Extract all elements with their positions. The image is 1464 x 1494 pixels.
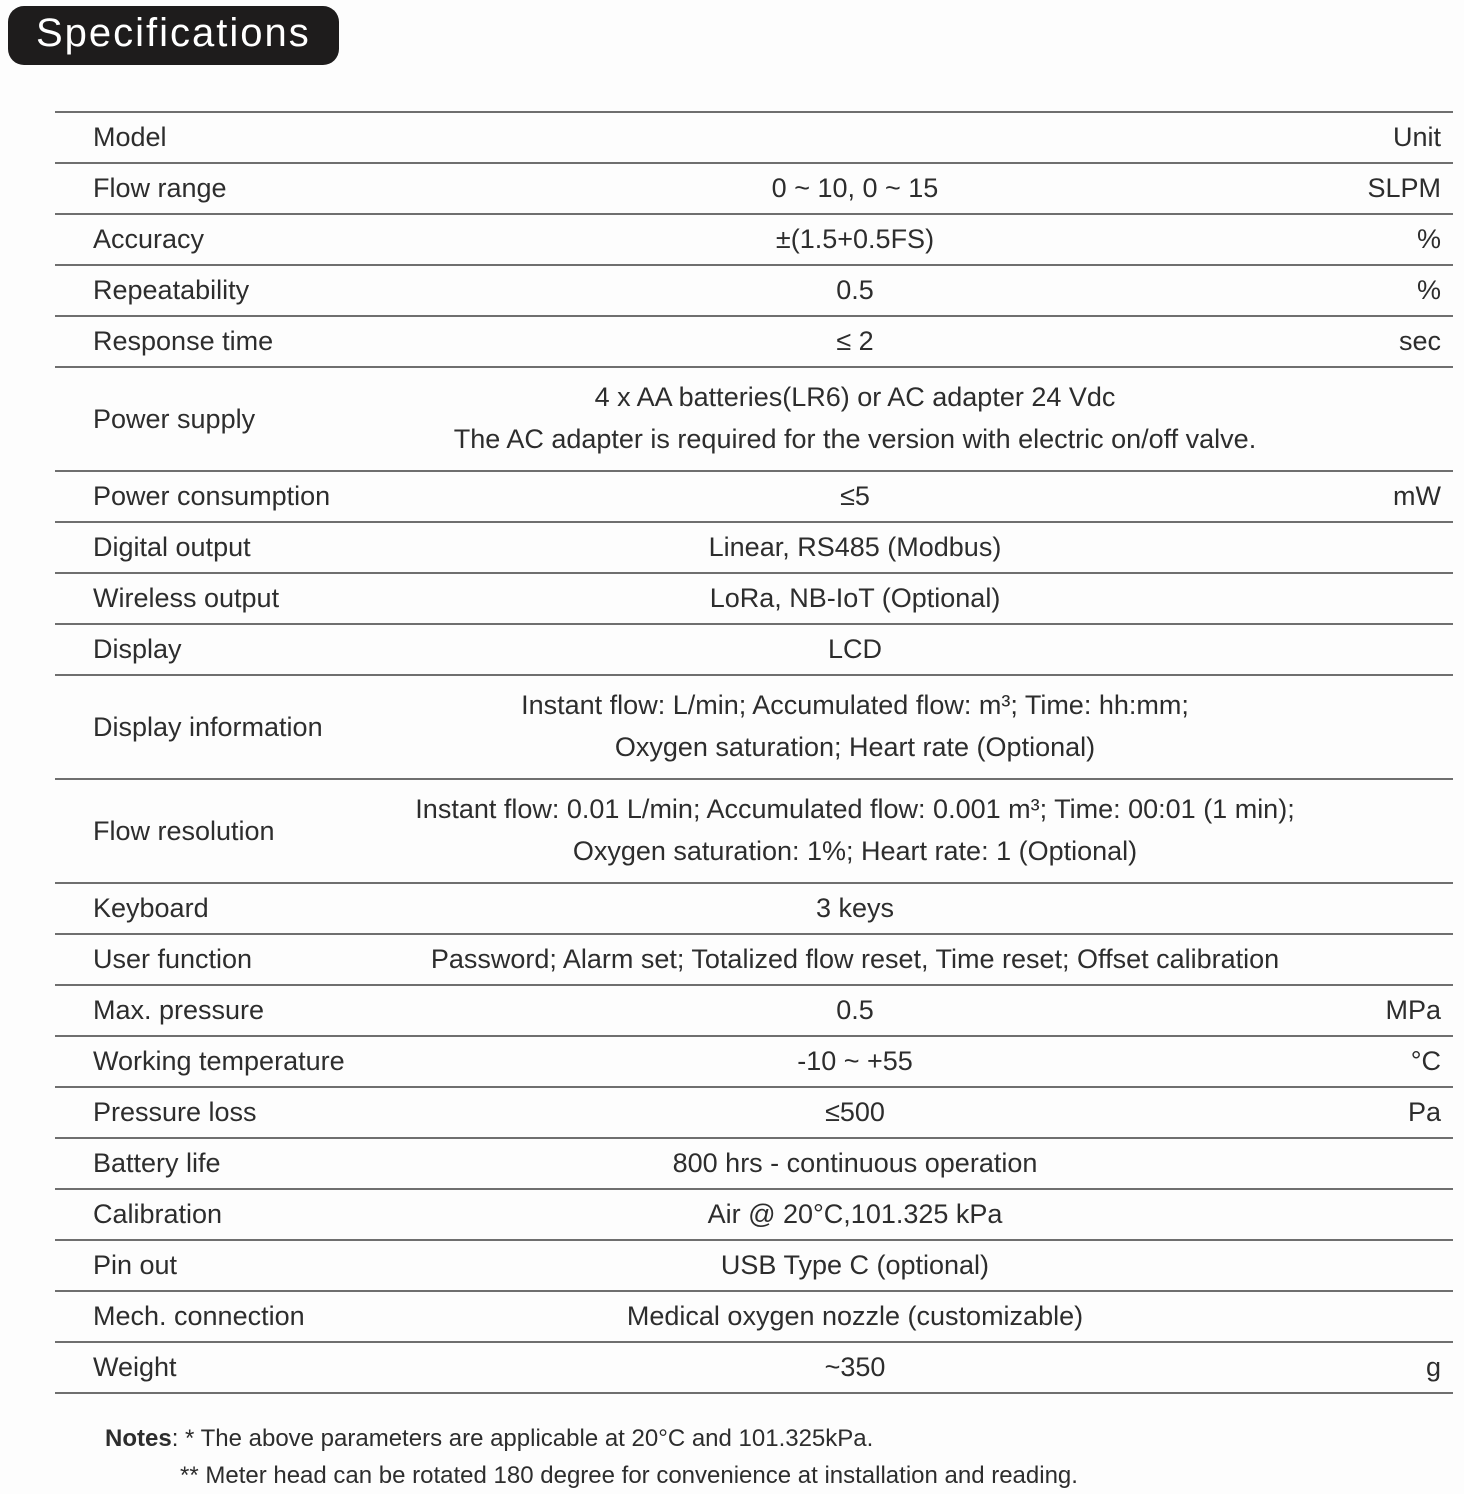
table-row-model [55,111,1453,162]
table-row-repeatability [55,264,1453,315]
table-row-max-pressure [55,984,1453,1035]
spec-value: ≤500 [825,1096,885,1127]
table-row-flow-range [55,162,1453,213]
note-line [105,1420,1464,1457]
spec-unit: °C [1410,1046,1441,1076]
spec-value: LCD [827,633,882,664]
spec-label: Keyboard [93,893,209,923]
specifications-table [55,111,1453,1394]
spec-unit: % [1416,275,1441,305]
spec-value: 0.5 [836,994,874,1025]
spec-value: LoRa, NB-IoT (Optional) [709,582,1001,613]
spec-unit: % [1416,224,1441,254]
spec-label: User function [93,944,253,974]
spec-value: ±(1.5+0.5FS) [775,223,935,254]
spec-label: Battery life [93,1148,221,1178]
table-row-working-temperature [55,1035,1453,1086]
table-row-wireless-output [55,572,1453,623]
spec-label: Model [93,122,167,152]
spec-unit: Pa [1407,1097,1441,1127]
spec-label: Calibration [93,1199,223,1229]
table-row-flow-resolution [55,778,1453,882]
spec-unit: MPa [1385,995,1441,1025]
spec-label: Weight [93,1352,177,1382]
spec-label: Pin out [93,1250,178,1280]
table-row-display [55,623,1453,674]
spec-value-line: The AC adapter is required for the version with electric on/off valve. [453,424,1257,454]
spec-label: Display [93,634,182,664]
table-row-calibration [55,1188,1453,1239]
spec-unit: g [1425,1352,1441,1382]
table-row-digital-output [55,521,1453,572]
spec-value: 3 keys [815,892,895,923]
table-row-pressure-loss [55,1086,1453,1137]
spec-label: Response time [93,326,274,356]
table-row-pin-out [55,1239,1453,1290]
spec-label: Pressure loss [93,1097,257,1127]
spec-value: Password; Alarm set; Totalized flow reset, Time reset; Offset calibration [430,943,1280,974]
spec-value: ≤5 [840,480,870,511]
spec-value: Air @ 20°C,101.325 kPa [707,1198,1003,1229]
table-row-weight [55,1341,1453,1392]
spec-unit: Unit [1392,122,1441,152]
spec-value: USB Type C (optional) [720,1249,990,1280]
spec-label: Wireless output [93,583,280,613]
spec-label: Power consumption [93,481,331,511]
spec-label: Max. pressure [93,995,265,1025]
spec-label: Accuracy [93,224,205,254]
spec-value-line: Instant flow: L/min; Accumulated flow: m³; Time: hh:mm; [521,690,1189,721]
table-row-user-function [55,933,1453,984]
table-row-mech-connection [55,1290,1453,1341]
spec-value: Medical oxygen nozzle (customizable) [626,1300,1084,1331]
spec-value-line: Oxygen saturation; Heart rate (Optional) [614,732,1096,762]
table-row-response-time [55,315,1453,366]
notes-label: Notes [105,1425,172,1452]
spec-value: ~350 [824,1351,886,1382]
table-row-power-supply [55,366,1453,470]
spec-label: Power supply [93,403,256,434]
table-row-display-information [55,674,1453,778]
table-row-battery-life [55,1137,1453,1188]
spec-unit: mW [1393,481,1441,511]
spec-value: 0 ~ 10, 0 ~ 15 [771,172,939,203]
spec-label: Flow range [93,173,227,203]
spec-label: Mech. connection [93,1301,305,1331]
spec-unit: sec [1398,326,1441,356]
spec-label: Flow resolution [93,815,275,846]
note-line: ** Meter head can be rotated 180 degree for convenience at installation and reading. [180,1462,1078,1490]
spec-value: 800 hrs - continuous operation [672,1147,1038,1178]
spec-value-line: 4 x AA batteries(LR6) or AC adapter 24 Vdc [594,382,1116,413]
spec-value: ≤ 2 [836,325,874,356]
notes-section [105,1420,1464,1494]
spec-value: Linear, RS485 (Modbus) [708,531,1002,562]
spec-label: Working temperature [93,1046,345,1076]
table-row-power-consumption [55,470,1453,521]
spec-label: Repeatability [93,275,250,305]
spec-value: 0.5 [836,274,874,305]
section-title-badge [8,6,339,65]
spec-unit: SLPM [1367,173,1441,203]
table-row-keyboard [55,882,1453,933]
page-title: Specifications [36,11,311,55]
note-text: : * The above parameters are applicable at 20°C and 101.325kPa. [171,1425,874,1452]
spec-label: Digital output [93,532,251,562]
spec-value-line: Instant flow: 0.01 L/min; Accumulated flow: 0.001 m³; Time: 00:01 (1 min); [415,794,1295,825]
spec-label: Display information [93,711,323,742]
spec-value: -10 ~ +55 [797,1045,913,1076]
table-row-accuracy [55,213,1453,264]
spec-value-line: Oxygen saturation: 1%; Heart rate: 1 (Optional) [572,836,1138,866]
